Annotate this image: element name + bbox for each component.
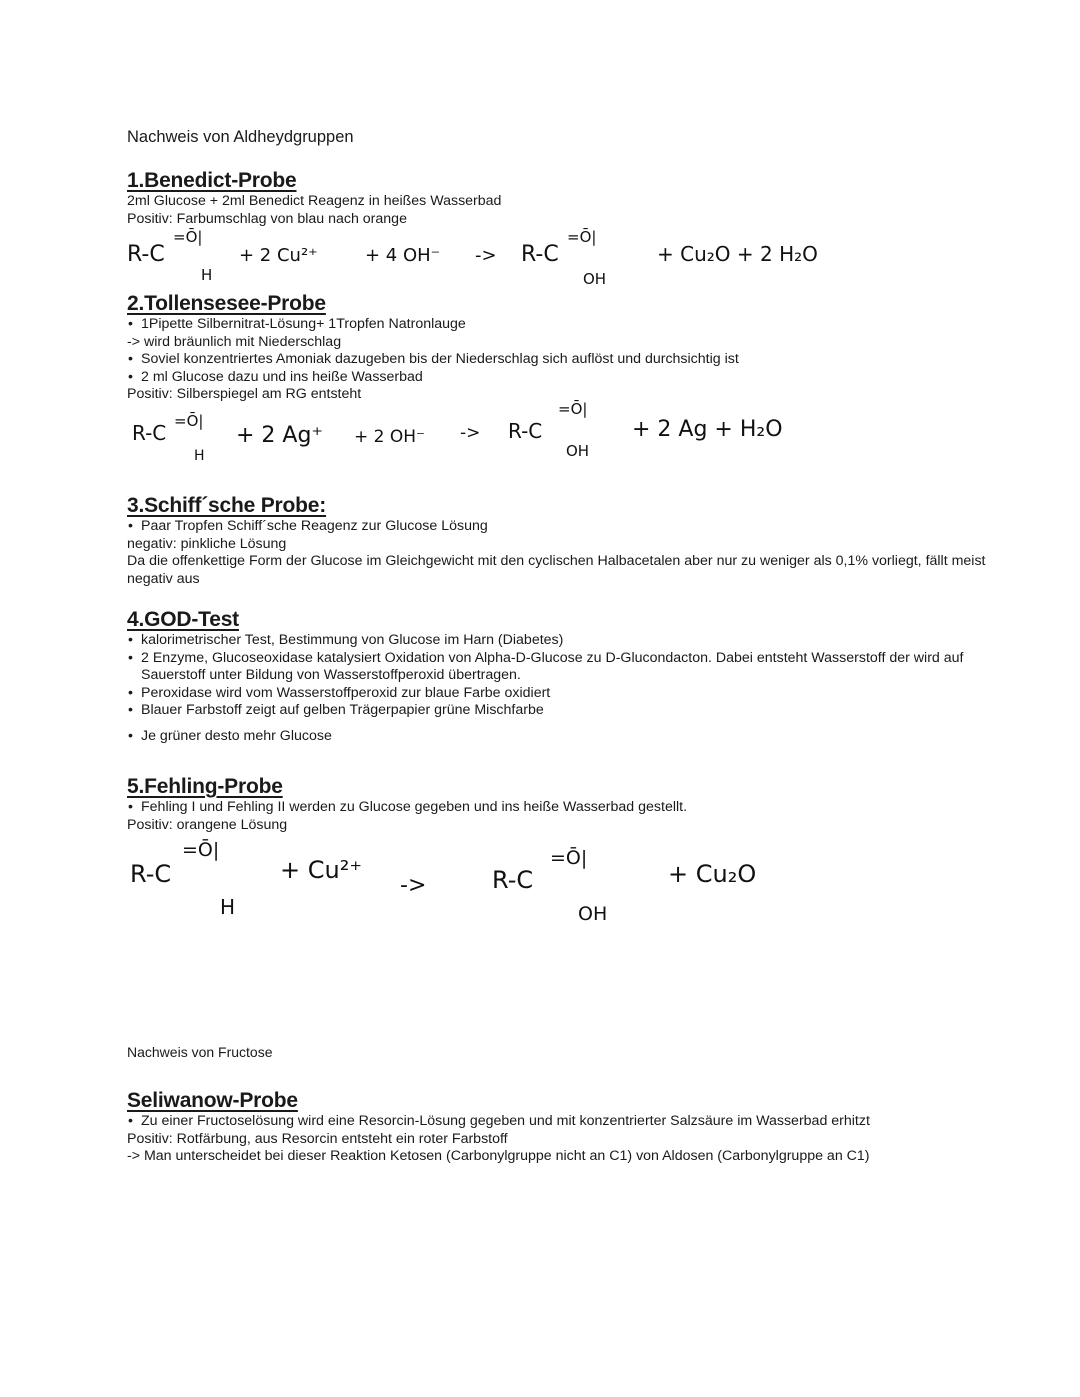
eq-reagent: + 2 Cu²⁺ — [239, 245, 318, 266]
list-item: • 2 Enzyme, Glucoseoxidase katalysiert Oxidation von Alpha-D-Glucose zu D-Glucondacton. Dabei entsteht Wasserstoff der wird auf Sauerstoff unter Bildung von Wasserstoffperoxid übertragen. — [127, 650, 987, 685]
section-god — [127, 607, 987, 745]
list-item: • Zu einer Fructoselösung wird eine Resorcin-Lösung gegeben und mit konzentrierter Salzsäure im Wasserbad erhitzt — [127, 1113, 987, 1131]
eq-products: + Cu₂O + 2 H₂O — [657, 242, 818, 266]
benedict-equation — [127, 228, 847, 290]
eq-oxygen: =Ō| — [567, 228, 597, 246]
eq-reactant: R-C — [132, 421, 167, 445]
eq-hydrogen: H — [220, 895, 236, 919]
list-item: • Blauer Farbstoff zeigt auf gelben Trägerpapier grüne Mischfarbe — [127, 702, 987, 720]
eq-oxygen: =Ō| — [550, 847, 588, 869]
eq-products: + 2 Ag + H₂O — [632, 417, 783, 442]
fehling-equation — [130, 836, 810, 926]
eq-products: + Cu₂O — [668, 860, 757, 888]
eq-reagent: + 4 OH⁻ — [365, 245, 441, 266]
eq-product: R-C — [492, 866, 534, 894]
eq-oxygen: =Ō| — [558, 400, 588, 418]
text-line: Positiv: Rotfärbung, aus Resorcin entsteht ein roter Farbstoff — [127, 1130, 508, 1147]
text-line: negativ: pinkliche Lösung — [127, 535, 287, 552]
text-line: Positiv: Farbumschlag von blau nach orange — [127, 210, 407, 227]
list-item: • kalorimetrischer Test, Bestimmung von Glucose im Harn (Diabetes) — [127, 632, 987, 650]
section-fehling — [127, 774, 987, 834]
eq-hydrogen: H — [201, 266, 213, 284]
text-line: 2ml Glucose + 2ml Benedict Reagenz in heißes Wasserbad — [127, 193, 502, 209]
list-item: • Je grüner desto mehr Glucose — [127, 728, 987, 746]
eq-product: R-C — [508, 419, 543, 443]
list-item: • Paar Tropfen Schiff´sche Reagenz zur Glucose Lösung — [127, 518, 987, 536]
eq-hydrogen: H — [194, 448, 205, 464]
section-benedict — [127, 168, 987, 228]
eq-hydroxyl: OH — [583, 270, 607, 288]
list-item: • Soviel konzentriertes Amoniak dazugeben bis der Niederschlag sich auflöst und durchsichtig ist — [127, 351, 987, 369]
list-item: • 2 ml Glucose dazu und ins heiße Wasserbad — [127, 369, 987, 387]
section-heading: 3.Schiff´sche Probe: — [127, 494, 327, 517]
section-heading: 5.Fehling-Probe — [127, 775, 283, 798]
eq-reagent: + Cu²⁺ — [280, 856, 362, 884]
eq-reagent: + 2 Ag⁺ — [236, 423, 324, 448]
eq-hydroxyl: OH — [566, 442, 590, 460]
section-heading: 4.GOD-Test — [127, 608, 239, 631]
list-item: • Peroxidase wird vom Wasserstoffperoxid zur blaue Farbe oxidiert — [127, 685, 987, 703]
text-line: -> Man unterscheidet bei dieser Reaktion Ketosen (Carbonylgruppe nicht an C1) von Aldosen (Carbonylgruppe an C1) — [127, 1148, 870, 1164]
section-schiff — [127, 493, 987, 588]
section-seliwanow — [127, 1088, 987, 1166]
eq-arrow: -> — [400, 873, 427, 898]
tollens-equation — [132, 398, 832, 464]
eq-oxygen: =Ō| — [173, 228, 203, 246]
text-line: Da die offenkettige Form der Glucose im Gleichgewicht mit den cyclischen Halbacetalen aber nur zu weniger als 0,1% vorliegt, fällt meist negativ aus — [127, 553, 986, 587]
text-line: -> wird bräunlich mit Niederschlag — [127, 333, 342, 350]
section-heading: Seliwanow-Probe — [127, 1089, 298, 1112]
section-heading: 2.Tollensesee-Probe — [127, 292, 326, 315]
subtitle: Nachweis von Fructose — [127, 1044, 273, 1060]
list-item: • 1Pipette Silbernitrat-Lösung+ 1Tropfen Natronlauge — [127, 316, 987, 334]
eq-oxygen: =Ō| — [174, 412, 204, 430]
eq-arrow: -> — [460, 423, 481, 443]
section-heading: 1.Benedict-Probe — [127, 169, 297, 192]
eq-product: R-C — [521, 242, 559, 267]
eq-hydroxyl: OH — [578, 903, 608, 925]
document-title: Nachweis von Aldheydgruppen — [127, 128, 354, 146]
text-line: Positiv: Silberspiegel am RG entsteht — [127, 386, 362, 402]
eq-oxygen: =Ō| — [182, 839, 220, 861]
section-tollens — [127, 291, 987, 404]
eq-reactant: R-C — [127, 242, 165, 267]
eq-arrow: -> — [475, 245, 497, 266]
eq-reactant: R-C — [130, 860, 172, 888]
list-item: • Fehling I und Fehling II werden zu Glucose gegeben und ins heiße Wasserbad gestellt. — [127, 799, 987, 817]
eq-reagent: + 2 OH⁻ — [354, 427, 426, 447]
text-line: Positiv: orangene Lösung — [127, 816, 288, 833]
